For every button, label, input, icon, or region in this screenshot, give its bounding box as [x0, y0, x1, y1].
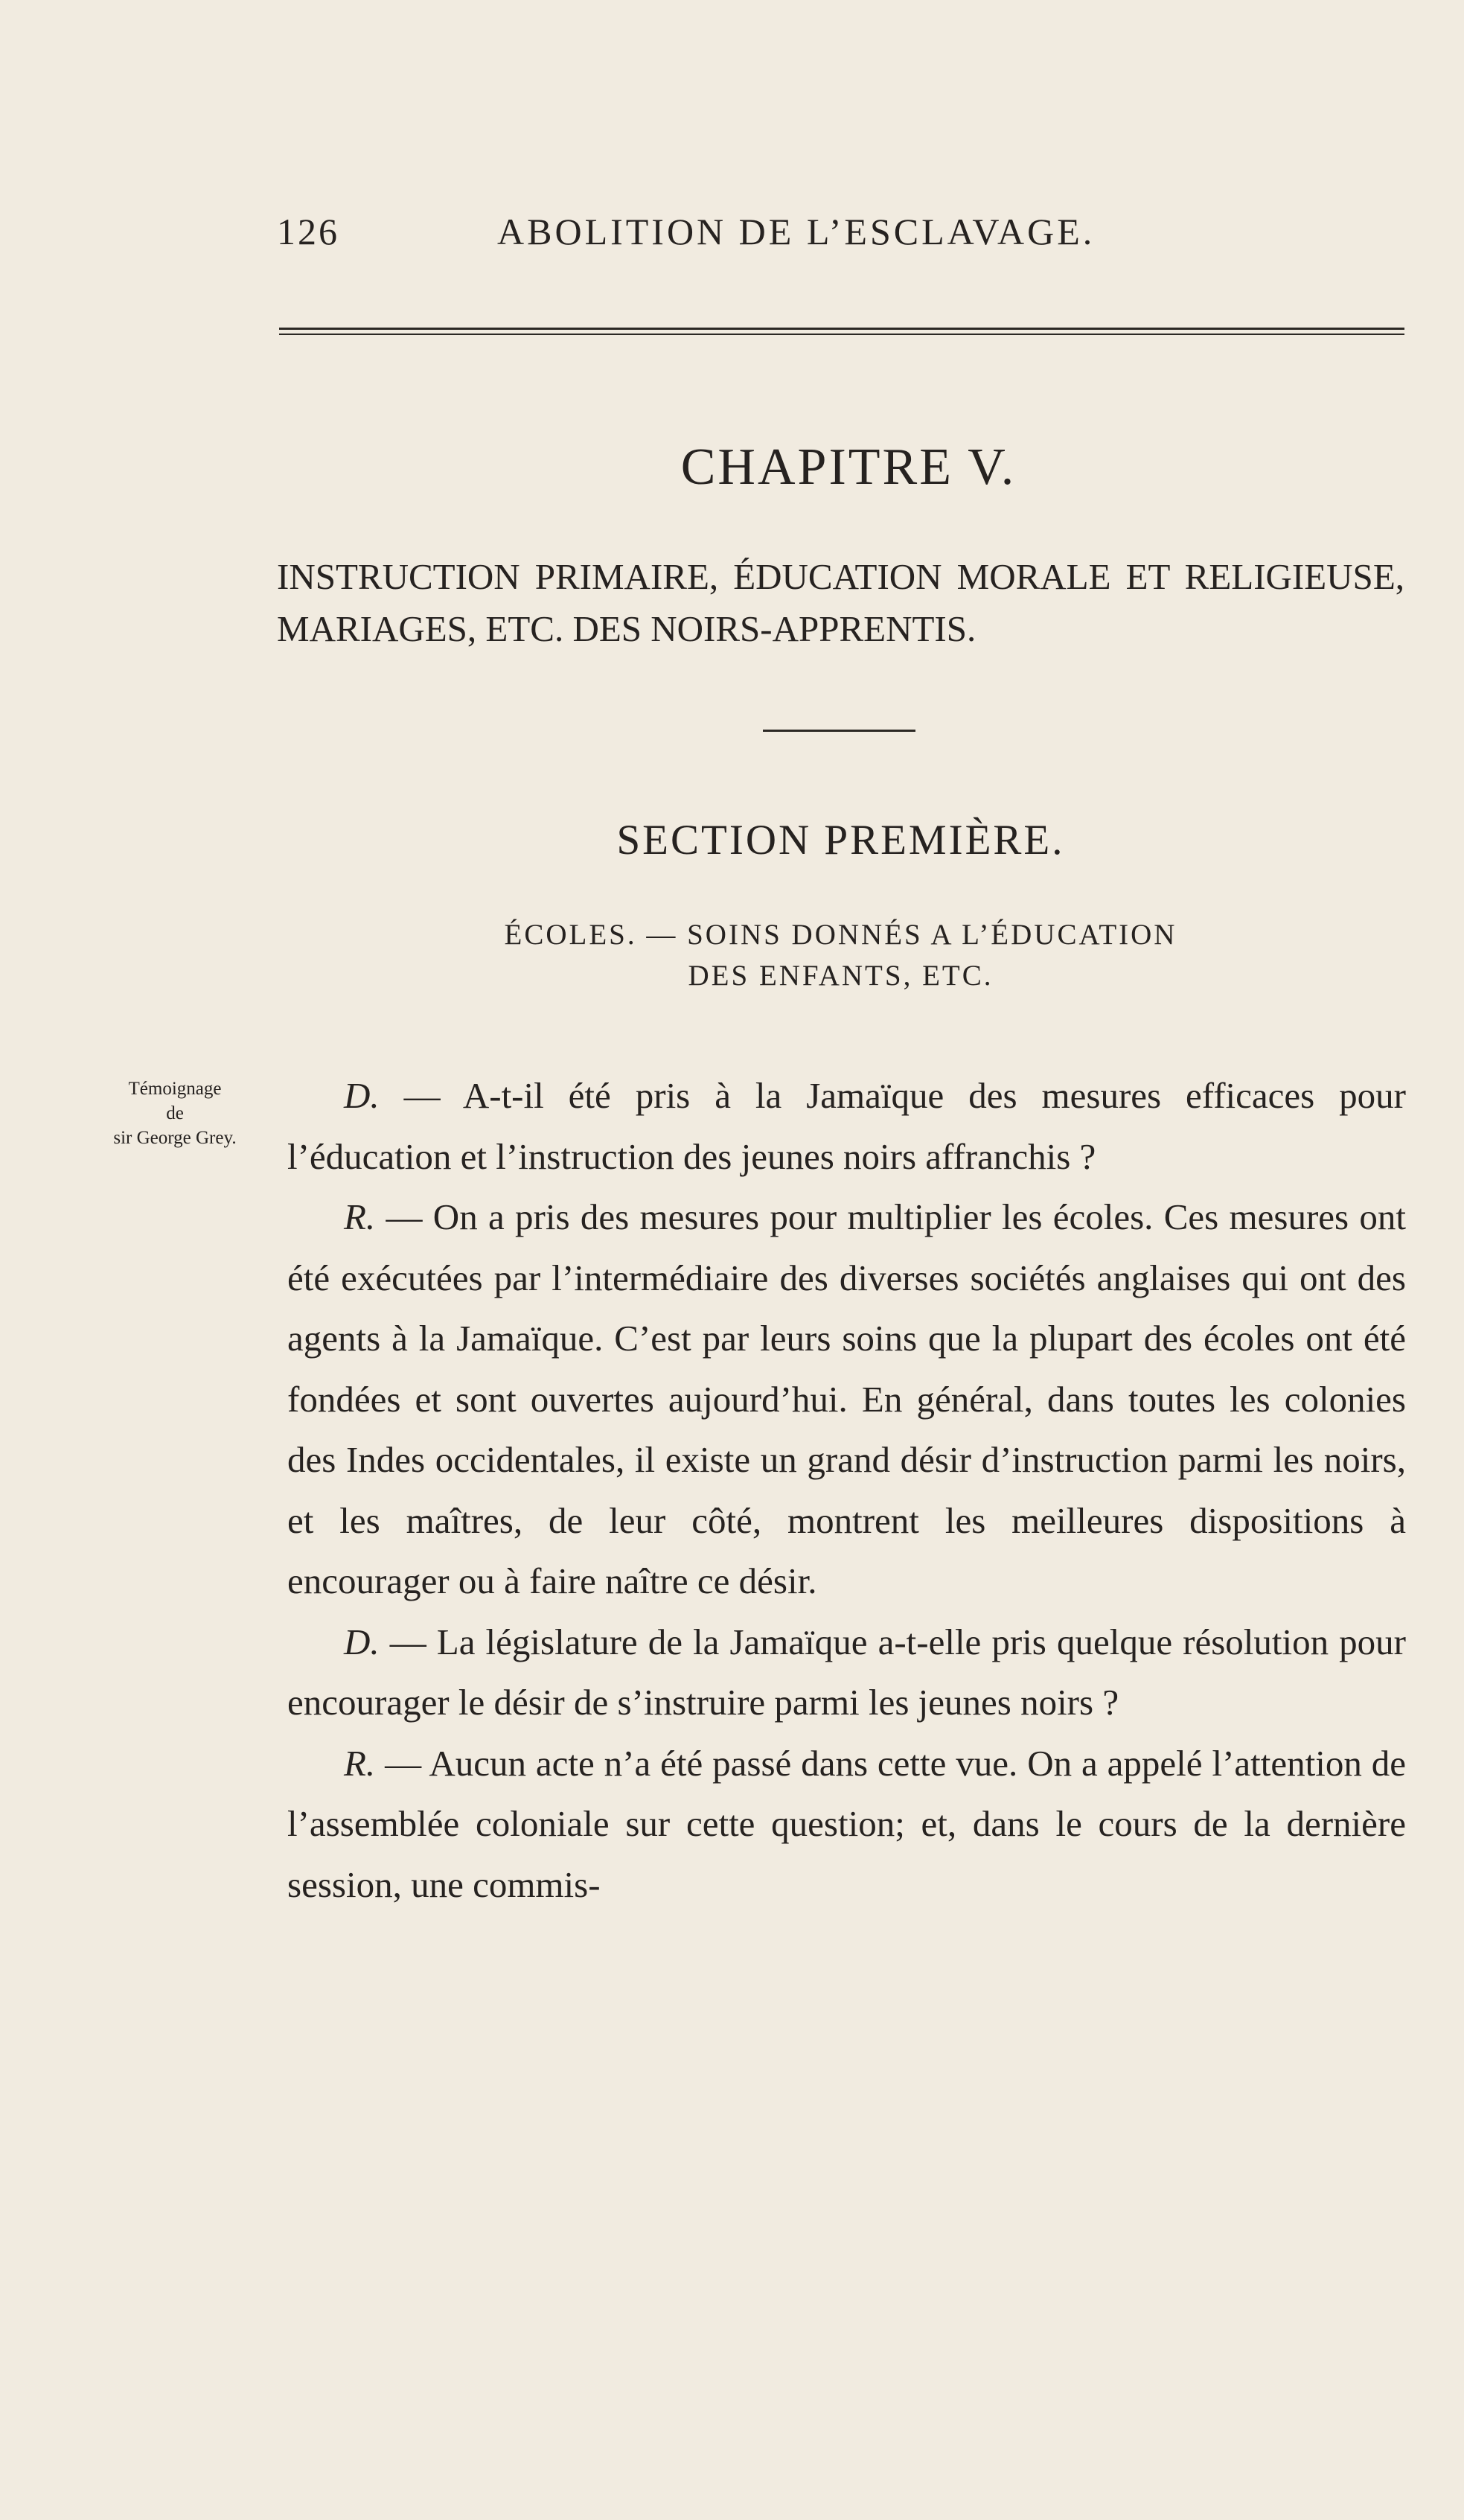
section-subtitle-line-2: DES ENFANTS, ETC. — [688, 960, 994, 992]
section-divider-rule — [763, 730, 915, 732]
section-title: SECTION PREMIÈRE. — [616, 817, 1065, 864]
speaker-label: D. — [344, 1075, 380, 1116]
header-double-rule — [279, 328, 1404, 335]
margin-note-line-3: sir George Grey. — [113, 1128, 237, 1148]
paragraph-text: — Aucun acte n’a été passé dans cette vue. On a appelé l’attention de l’assemblée coloniale sur cette question; et, dans le cours de la dernière session, une commis- — [287, 1742, 1406, 1905]
paragraph-question — [287, 1065, 1406, 1187]
speaker-label: R. — [344, 1742, 376, 1784]
section-subtitle — [277, 914, 1404, 996]
speaker-label: R. — [344, 1196, 376, 1237]
section-subtitle-line-1: ÉCOLES. — SOINS DONNÉS A L’ÉDUCATION — [504, 919, 1177, 951]
paragraph-text: — La législature de la Jamaïque a-t-elle pris quelque résolution pour encourager le désir de s’instruire parmi les jeunes noirs ? — [287, 1621, 1407, 1723]
chapter-title: CHAPITRE V. — [680, 438, 1017, 496]
body-text — [287, 1065, 1406, 1915]
margin-note — [74, 1076, 275, 1150]
paragraph-question — [287, 1612, 1406, 1733]
running-title: ABOLITION DE L’ESCLAVAGE. — [497, 211, 1096, 252]
chapter-subtitle: INSTRUCTION PRIMAIRE, ÉDUCATION MORALE ET RELIGIEUSE, MARIAGES, ETC. DES NOIRS-APPRENTIS. — [277, 556, 1404, 649]
running-head — [277, 210, 1408, 262]
paragraph-text: — On a pris des mesures pour multiplier les écoles. Ces mesures ont été exécutées par l’intermédiaire des diverses sociétés anglaises qui ont des agents à la Jamaïque. C’est par leurs soins que la plupart des écoles ont été fondées et sont ouvertes aujourd’hui. En général, dans toutes les colonies des Indes occidentales, il existe un grand désir d’instruction parmi les noirs, et les maîtres, de leur côté, montrent les meilleures dispositions à encourager ou à faire naître ce désir. — [287, 1196, 1407, 1601]
paragraph-text: — A-t-il été pris à la Jamaïque des mesures efficaces pour l’éducation et l’instruction des jeunes noirs affranchis ? — [287, 1075, 1406, 1177]
margin-note-line-2: de — [166, 1103, 184, 1123]
page-number: 126 — [277, 211, 339, 252]
margin-note-line-1: Témoignage — [128, 1079, 222, 1099]
speaker-label: D. — [344, 1621, 380, 1662]
paragraph-answer — [287, 1733, 1406, 1915]
paragraph-answer — [287, 1187, 1406, 1612]
